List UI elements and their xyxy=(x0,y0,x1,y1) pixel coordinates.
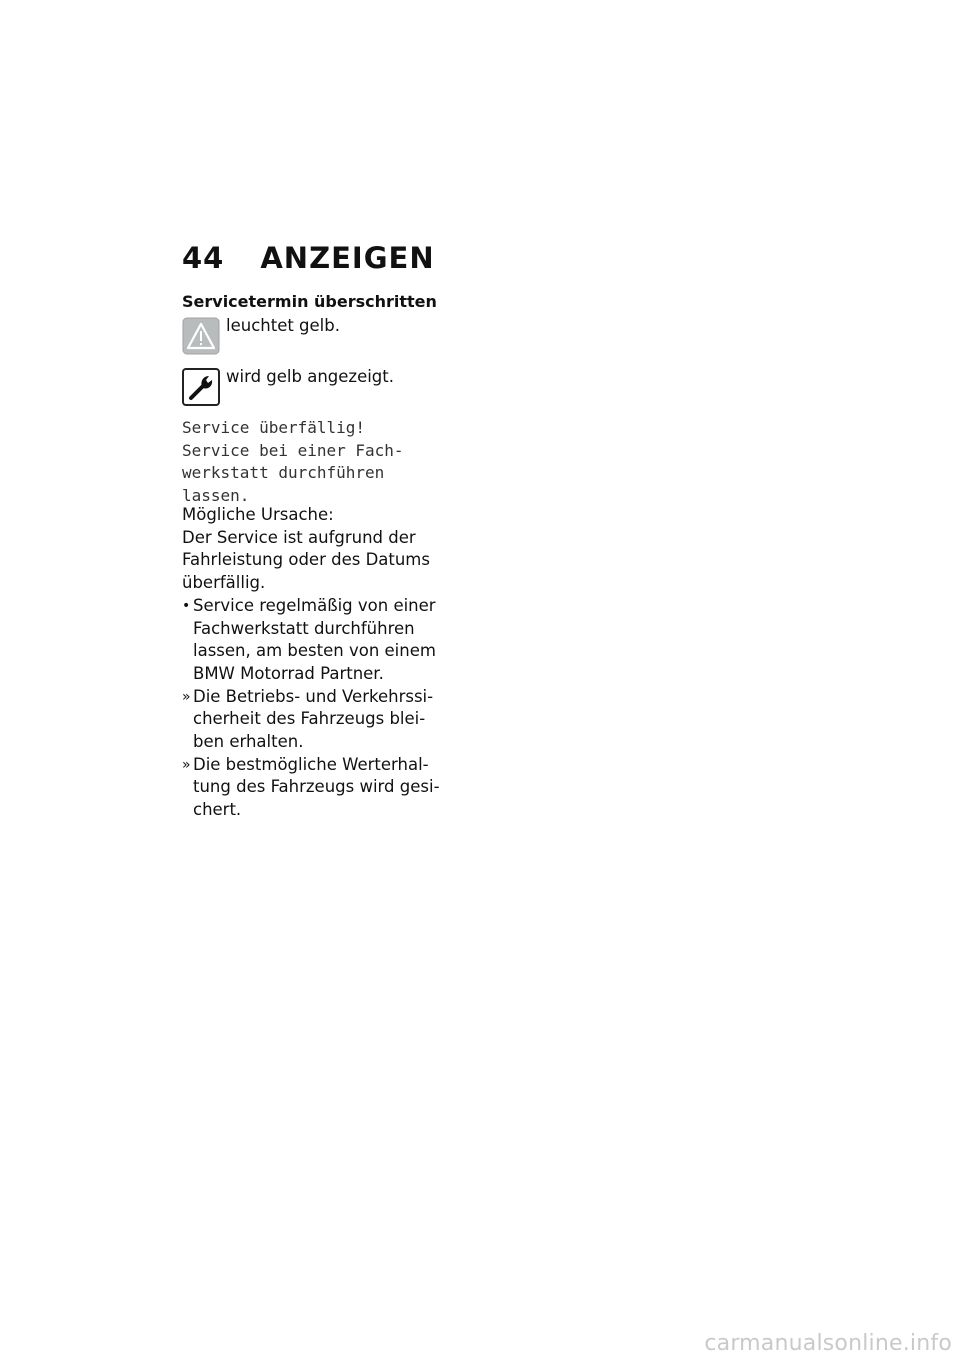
watermark: carmanualsonline.info xyxy=(704,1331,952,1356)
warning-indicator-row xyxy=(182,317,340,355)
result-text: Die bestmögliche Werterhal-tung des Fahrzeugs wird gesi-chert. xyxy=(193,754,440,820)
action-item xyxy=(182,595,454,686)
service-indicator-row xyxy=(182,368,394,406)
body-block xyxy=(182,504,454,822)
result-marker: » xyxy=(182,688,191,705)
result-text: Die Betriebs- und Verkehrssi-cherheit des Fahrzeugs blei-ben erhalten. xyxy=(193,686,434,752)
chapter-title: ANZEIGEN xyxy=(260,241,435,275)
bullet-marker: • xyxy=(182,597,191,614)
action-text: Service regelmäßig von einer Fachwerkstatt durchführen lassen, am besten von einem BMW Motorrad Partner. xyxy=(193,595,436,683)
warning-triangle-icon xyxy=(182,317,220,355)
page-header xyxy=(182,238,435,278)
cause-label: Mögliche Ursache: xyxy=(182,505,334,524)
section-title: Servicetermin überschritten xyxy=(182,292,437,311)
display-message: Service überfällig! Service bei einer Fach- werkstatt durchführen lassen. xyxy=(182,418,404,505)
result-marker: » xyxy=(182,756,191,773)
result-item xyxy=(182,686,454,754)
page-number: 44 xyxy=(182,241,225,275)
result-item xyxy=(182,754,454,822)
service-indicator-text: wird gelb angezeigt. xyxy=(226,367,394,386)
wrench-icon xyxy=(182,368,220,406)
warning-indicator-text: leuchtet gelb. xyxy=(226,316,340,335)
cause-text: Der Service ist aufgrund der Fahrleistung oder des Datums überfällig. xyxy=(182,527,430,593)
